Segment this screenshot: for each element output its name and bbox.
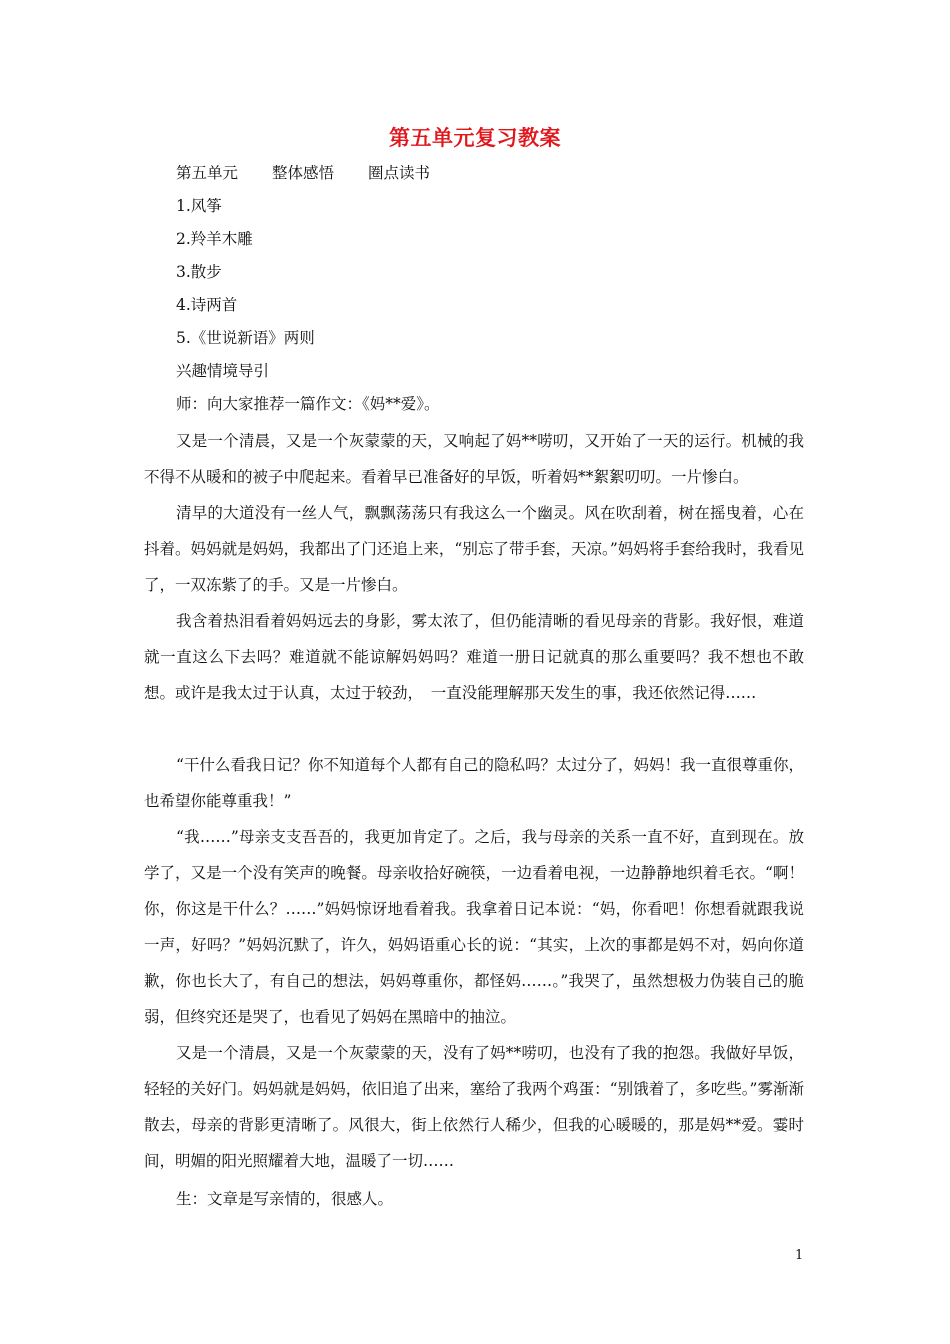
teacher-line: 师：向大家推荐一篇作文：《妈**爱》。 bbox=[176, 395, 440, 413]
reading-label: 圈点读书 bbox=[368, 164, 431, 182]
student-line: 生：文章是写亲情的，很感人。 bbox=[176, 1190, 394, 1208]
essay-paragraph-2: 清早的大道没有一丝人气，飘飘荡荡只有我这么一个幽灵。风在吹刮着，树在摇曳着，心在抖着。妈妈就是妈妈，我都出了门还追上来，“别忘了带手套，天凉。”妈妈将手套给我时，我看见了，一双冻紫了的手。又是一片惨白。 bbox=[144, 504, 804, 594]
essay-paragraph-5: “我……”母亲支支吾吾的，我更加肯定了。之后，我与母亲的关系一直不好，直到现在。放学了，又是一个没有笑声的晚餐。母亲收拾好碗筷，一边看着电视，一边静静地织着毛衣。“啊！你，你这是干什么？……”妈妈惊讶地看着我。我拿着日记本说：“妈，你看吧！你想看就跟我说一声，好吗？”妈妈沉默了，许久，妈妈语重心长的说：“其实，上次的事都是妈不对，妈向你道歉，你也长大了，有自己的想法，妈妈尊重你，都怪妈……。”我哭了，虽然想极力伪装自己的脆弱，但终究还是哭了，也看见了妈妈在黑暗中的抽泣。 bbox=[144, 828, 804, 1026]
essay-paragraph-4: “干什么看我日记？你不知道每个人都有自己的隐私吗？太过分了，妈妈！我一直很尊重你，也希望你能尊重我！” bbox=[144, 756, 804, 810]
list-item: 5.《世说新语》两则 bbox=[176, 329, 315, 347]
list-item: 3.散步 bbox=[176, 263, 222, 281]
section-label: 兴趣情境导引 bbox=[176, 362, 270, 380]
document-title: 第五单元复习教案 bbox=[389, 126, 561, 150]
list-item: 4.诗两首 bbox=[176, 296, 238, 314]
essay-paragraph-6: 又是一个清晨，又是一个灰蒙蒙的天，没有了妈**唠叨，也没有了我的抱怨。我做好早饭，轻轻的关好门。妈妈就是妈妈，依旧追了出来，塞给了我两个鸡蛋：“别饿着了，多吃些。”雾渐渐散去，母亲的背影更清晰了。风很大，街上依然行人稀少，但我的心暖暖的，那是妈**爱。霎时间，明媚的阳光照耀着大地，温暖了一切…… bbox=[144, 1044, 804, 1170]
overview-label: 整体感悟 bbox=[272, 164, 335, 182]
page-number: 1 bbox=[795, 1248, 804, 1263]
unit-heading-row bbox=[176, 163, 430, 183]
unit-label: 第五单元 bbox=[176, 164, 239, 182]
essay-paragraph-1: 又是一个清晨，又是一个灰蒙蒙的天，又响起了妈**唠叨，又开始了一天的运行。机械的我不得不从暖和的被子中爬起来。看着早已准备好的早饭，听着妈**絮絮叨叨。一片惨白。 bbox=[144, 432, 804, 486]
list-item: 2.羚羊木雕 bbox=[176, 230, 253, 248]
list-item: 1.风筝 bbox=[176, 197, 222, 215]
essay-paragraph-3: 我含着热泪看着妈妈远去的身影，雾太浓了，但仍能清晰的看见母亲的背影。我好恨，难道就一直这么下去吗？难道就不能谅解妈妈吗？难道一册日记就真的那么重要吗？我不想也不敢想。或许是我太过于认真，太过于较劲， 一直没能理解那天发生的事，我还依然记得…… bbox=[144, 612, 804, 702]
